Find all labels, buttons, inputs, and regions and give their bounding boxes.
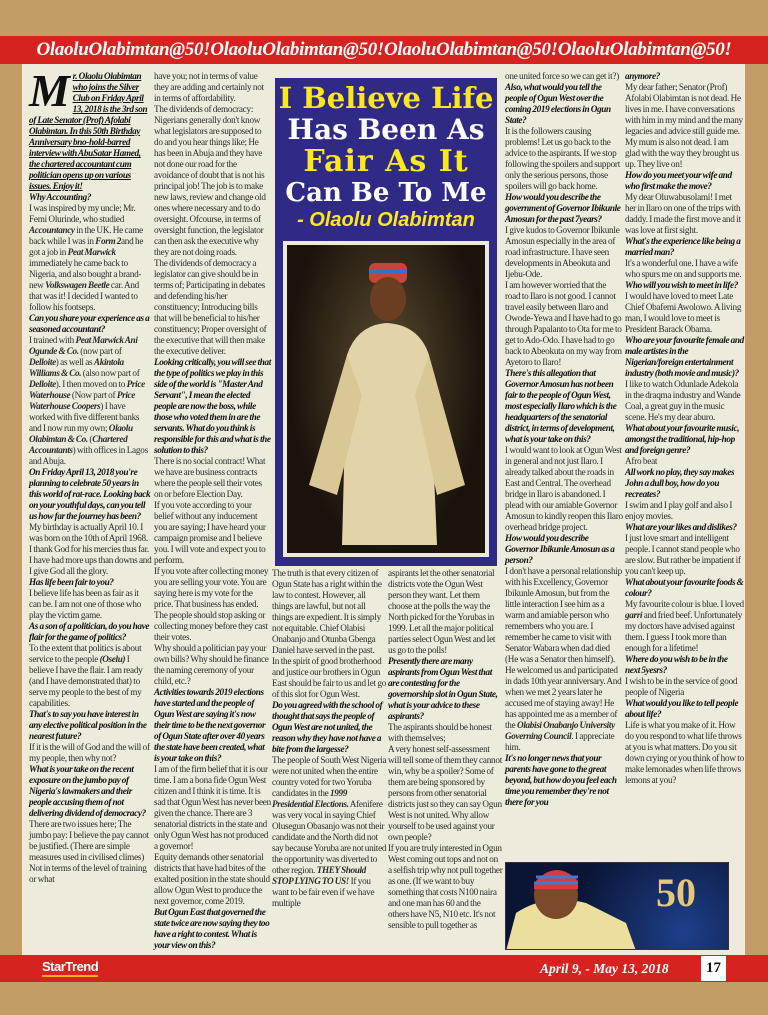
emphasis-text: Chartered Accountants [29, 434, 128, 455]
interview-question: Looking critically, you will see that the type of politics we play in this side of the world is "Master And Servant", I mean the elected people are now the boss, while those who voted them in are the servants. What do you think is responsible for this and what is the solution to this? [154, 357, 271, 455]
article-intro [29, 65, 152, 192]
interview-question: What is your take on the recent exposure on the jumbo pay of Nigeria's lawmakers and their people accusing them of not delivering dividend of democracy? [29, 764, 146, 818]
emphasis-text: Olabisi Onabanjo University Governing Council [505, 720, 615, 741]
answer-text: one united force so we can get it?) [505, 71, 620, 81]
answer-text: My dear father; Senator (Prof) Afolabi Olabimtan is not dead. He lives in me. I have conversations with him in my mind and the many legacies and advice still guide me. My mum is also not dead. I am glad with the way they brought us up. They live on! [625, 82, 743, 169]
interview-question: Also, what would you tell the people of Ogun West over the coming 2019 elections in Ogun State? [505, 82, 611, 125]
interview-answer [388, 568, 503, 656]
article-column-1 [29, 65, 152, 885]
interview-answer [272, 568, 387, 656]
emphasis-text: Form 2 [95, 236, 121, 246]
interview-answer [29, 335, 152, 467]
interview-answer [625, 720, 744, 786]
interview-answer [625, 379, 744, 423]
interview-answer [625, 500, 744, 522]
answer-text: I wish to be in the service of good people of Nigeria [625, 676, 738, 697]
answer-text: It is the followers causing problems! Let us go back to the advice to the aspirants. If we stop following the spoilers and support only the serious persons, those spoilers will go back home. [505, 126, 621, 191]
interview-question: Why Accounting? [29, 192, 92, 202]
answer-text: I swim and I play golf and also I enjoy movies. [625, 500, 733, 521]
interview-question: Who will you wish to meet in life? [625, 280, 738, 290]
fifty-badge: 50 [656, 870, 696, 915]
drop-cap: M [29, 65, 70, 116]
emphasis-text: Peat Marwick [67, 247, 116, 257]
interview-answer [625, 599, 744, 654]
interview-question: Do you agreed with the school of thought that says the people of Ogun West are not united, the reason why they have not have a bite from the largesse? [272, 700, 383, 754]
interview-question: Activities towards 2019 elections have started and the people of Ogun West are saying it's now their time to be the next governor of Ogun State after over 40 years the state have been created, what is your take on this? [154, 687, 266, 763]
interview-answer [154, 764, 271, 852]
answer-text: Life is what you make of it. How do you respond to what life throws at you is what matters. Do you sit down crying or you think of how to make lemonades when life throws lemons at you? [625, 720, 744, 785]
interview-answer [154, 500, 271, 566]
interview-question: That's to say you have interest in any elective political position in the nearest future? [29, 709, 147, 741]
headline-line-3: Fair As It [303, 144, 469, 179]
emphasis-text: Peat Marwick Ani Ogunde & Co. [29, 335, 138, 356]
interview-question: Can you share your experience as a seasoned accountant? [29, 313, 150, 334]
answer-text: ) with offices in Lagos and Abuja. [29, 445, 148, 466]
answer-text: If you vote after collecting money you are selling your vote. You are saying here is my vote for the price. That business has ended. The people should stop asking or collecting money before they cast their votes. [154, 566, 269, 642]
interview-question: There's this allegation that Governor Amosun has not been fair to the people of Ogun West, most especially Ilaro which is the headquarters of the senatorial district, in terms of development, what is your take on this? [505, 368, 617, 444]
answer-text: ) I have worked with five different banks and I now run my own; [29, 401, 140, 433]
answer-text: and fried beef. Unfortunately my doctors have advised against them. I guess I took more than enough for a lifetime! [625, 610, 743, 653]
interview-answer [505, 71, 623, 82]
interview-question: As a son of a politician, do you have flair for the game of politics? [29, 621, 150, 642]
interview-answer [388, 722, 503, 744]
interview-answer [154, 852, 271, 907]
interview-answer [29, 643, 152, 709]
interview-question: How would you describe Governor Ibikunle Amosun as a person? [505, 533, 615, 565]
interview-answer [154, 566, 271, 643]
emphasis-text: Olaolu Olabimtan & Co. [29, 423, 133, 444]
article-column-6 [625, 71, 744, 786]
emphasis-text: Price Waterhouse [29, 379, 145, 400]
answer-text: (now part of [78, 346, 122, 356]
interview-answer [625, 192, 744, 236]
interview-question: Where do you wish to be in the next 5yesrs? [625, 654, 728, 675]
emphasis-text: Price Waterhouse Coopers [29, 390, 135, 411]
answer-text: I just love smart and intelligent people. I cannot stand people who are slow. But rather be impatient if you can't keep up. [625, 533, 741, 576]
interview-question: What about your favourite foods & colour? [625, 577, 744, 598]
interview-answer [625, 533, 744, 577]
article-column-5 [505, 71, 623, 808]
answer-text: immediately he came back to Nigeria, and also bought a brand-new [29, 258, 142, 290]
answer-text: I believe life has been as fair as it can be. I am not one of those who play the victim game. [29, 588, 142, 620]
answer-text: If you want to be fair even if we have multiple [272, 876, 375, 908]
interview-answer [625, 676, 744, 698]
headline-line-2: Has Been As [287, 113, 485, 146]
emphasis-text: THEY Should STOP LYING TO US! [272, 865, 366, 886]
answer-text: There is no social contract! What we have are business contracts where the people sell their votes on or before Election Day. [154, 456, 266, 499]
answer-text: (Now part of [70, 390, 117, 400]
interview-question: anymore? [625, 71, 660, 81]
interview-question: What about your favourite music, amongst the traditional, hip-hop and foreign genre? [625, 423, 740, 455]
interview-question: On Friday April 13, 2018 you're planning to celebrate 50 years in this world of rat-race. Looking back on your youthful days, can you tell us how far the journey has been? [29, 467, 151, 521]
answer-text: and he got a job in [29, 236, 144, 257]
answer-text: It's a wonderful one. I have a wife who spurs me on and supports me. [625, 258, 742, 279]
interview-question: What's the experience like being a married man? [625, 236, 741, 257]
interview-answer [625, 291, 744, 335]
answer-text: . I appreciate him. [505, 731, 615, 752]
interview-answer [154, 71, 271, 104]
headline-line-4: Can Be To Me [285, 178, 487, 208]
interview-answer [272, 656, 387, 700]
interview-answer [29, 742, 152, 764]
interview-answer [29, 522, 152, 577]
answer-text: I would have loved to meet Late Chief Obafemi Awolowo. A living man, I would love to meet is President Barack Obama. [625, 291, 742, 334]
header-banner: OlaoluOlabimtan@50!OlaoluOlabimtan@50!OlaoluOlabimtan@50!OlaoluOlabimtan@50! [0, 36, 768, 64]
answer-text: To the extent that politics is about service to the people [29, 643, 142, 664]
interview-answer [505, 445, 623, 533]
emphasis-text: Akintola Williams & Co. [29, 357, 124, 378]
portrait-figure-icon [287, 245, 485, 553]
answer-text: Why should a politician pay your own bills? Why should he finance the naming ceremony of your child, etc.? [154, 643, 269, 686]
birthday-photo [505, 862, 729, 950]
interview-question: How do you meet your wife and who first make the move? [625, 170, 732, 191]
answer-text: If you are truly interested in Ogun West coming out tops and not on a selfish trip why not pull together as one. (If we want to buy something that costs N100 naira and one man has 60 and the others have N5, N10 etc. It's not sensible to pull together as [388, 843, 503, 930]
emphasis-text: Delloite [29, 379, 56, 389]
interview-answer [29, 819, 152, 885]
answer-text: car. And that was it! I decided I wanted to follow his footseps. [29, 280, 140, 312]
answer-text: In the spirit of good brotherhood and justice our brothers in Ogun East should be fair to us and let go of this slot for Ogun West. [272, 656, 387, 699]
emphasis-text: garri [625, 610, 643, 620]
interview-question: But Ogun East that governed the state twice are now saying they too have a right to contest. What is your view on this? [154, 907, 270, 950]
answer-text: A very honest self-assessment will tell some of them they cannot win, why be a spoiler? Some of them are being sponsored by persons from other senatorial districts just so they can say Ogun West is not united. Why allow yourself to be used against your own people? [388, 744, 503, 842]
interview-answer [154, 258, 271, 357]
answer-text: My birthday is actually April 10. I was born on the 10th of April 1968. I thank God for his mercies thus far. I have had more ups than downs and I give God all the glory. [29, 522, 152, 576]
headline-box [275, 78, 497, 566]
answer-text: I am however worried that the road to Ilaro is not good. I cannot travel easily between Ilaro and Owode-Yewa and I have had to go through Papalanto to Ota for me to get to Ado-Odo. I have had to go back to Abeokuta on my way from Ayetoro to Ilaro! [505, 280, 622, 367]
answer-text: ( [87, 434, 93, 444]
interview-answer [505, 126, 623, 192]
interview-answer [154, 456, 271, 500]
interview-answer [388, 744, 503, 843]
issue-date: April 9, - May 13, 2018 [540, 961, 669, 976]
intro-text: r. Olaolu Olabimtan who joins the Silver Club on Friday April 13, 2018 is the 3rd son of Late Senator (Prof) Afolabi Olabimtan. In this 50th Birthday Anniversary bno-hold-barred interview with AbuSatar Hamed, the chartered accountant cum politician opens up on various issues. Enjoy it! [29, 71, 148, 191]
interview-question: How would you describe the government of Governor Ibikunle Amosun for the past 7years? [505, 192, 621, 224]
startrend-logo: StarTrend [42, 959, 98, 977]
answer-text: have you; not in terms of value they are adding and certainly not in terms of affordability. [154, 71, 264, 103]
article-column-3 [272, 568, 387, 909]
answer-text: ) as well as [55, 357, 94, 367]
interview-answer [154, 104, 271, 258]
interview-answer [505, 280, 623, 368]
answer-text: The aspirants should be honest with themselves; [388, 722, 492, 743]
answer-text: My dear Oluwabusolami! I met her in Ilaro on one of the trips with daddy. I made the first move and it was love at first sight. [625, 192, 741, 235]
answer-text: The dividends of democracy a legislator can give should be in terms of; Participating in debates and defending his/her constituency; Introducing bills that will be beneficial to his/her constituency; Proper oversight of the executive that will then make the executive deliver. [154, 258, 267, 356]
answer-text: There are two issues here; The jumbo pay: I believe the pay cannot be justified. (There are simple measures used in civilised climes) Not in terms of the level of training or what [29, 819, 149, 884]
interview-answer [154, 643, 271, 687]
page-number: 17 [701, 956, 726, 981]
interview-question: Has life been fair to you? [29, 577, 114, 587]
interview-answer [272, 755, 387, 909]
interview-question: It's no longer news that your parents have gone to the great beyond, but how do you feel each time you remember they're not there for you [505, 753, 617, 807]
interview-question: Presently there are many aspirants from Ogun West that are contesting for the governorship slot in Ogun State, what is your advice to these aspirants? [388, 656, 498, 721]
answer-text: I don't have a personal relationship with his Excellency, Governor Ibikunle Amosun, but from the little interaction I see him as a warm and amiable person who remembers who you are. I remember he came to visit with Senator Wabara when dad died (He was a Senator then himself). He welcomed us and participated in dads 10th year anniversary. And when we met 2 years later he accused me of staying away! He has appointed me as a member of the [505, 566, 622, 730]
interview-answer [29, 203, 152, 313]
answer-text: Equity demands other senatorial districts that have had bites of the exalted position in the state should allow Ogun West to produce the next governor, come 2019. [154, 852, 270, 906]
interview-question: What are your likes and dislikes? [625, 522, 737, 532]
interview-answer [505, 566, 623, 753]
answer-text: My favourite colour is blue. I loved [625, 599, 744, 609]
answer-text: aspirants let the other senatorial districts vote the Ogun West person they want. Let them choose at the polls the way the North picked for the Yorubas in 1999. Let all the major political parties select Ogun West and let us go to the polls! [388, 568, 496, 655]
answer-text: I give kudos to Governor Ibikunle Amosun especially in the area of road infrastructure. I have seen developments in Abeokuta and Ijebu-Ode. [505, 225, 620, 279]
article-column-2 [154, 71, 271, 951]
answer-text: The dividends of democracy: Nigerians generally don't know what legislators are supposed to do and you hear things like; He has been in Abuja and they have not done our road for the avoidance of doubt that is not his principal job! The job is to make new laws, review and change old ones where necessary and to do oversight. Ofcourse, in terms of oversight function, the legislator can then ask the executive why they are not doing roads. [154, 104, 266, 257]
interview-question: All work no play, they say makes John a dull boy, how do you recreates? [625, 467, 735, 499]
answer-text: The people of South West Nigeria were not united when the entire country voted for two Yoruba candidates in the [272, 755, 387, 798]
answer-text: If you vote according to your belief without any inducement you are saying; I have heard your campaign promise and I believe you. I will vote and expect you to perform. [154, 500, 266, 565]
interview-answer [625, 456, 744, 467]
answer-text: ). I then moved on to [55, 379, 127, 389]
answer-text: Afro beat [625, 456, 658, 466]
emphasis-text: Accountancy [29, 225, 75, 235]
interview-question: Who are your favourite female and male artistes in the Nigerian/foreign entertainment industry (both movie and music)? [625, 335, 744, 378]
article-column-4 [388, 568, 503, 931]
answer-text: (also now part of [81, 368, 140, 378]
emphasis-text: 1999 Presidential Elections. [272, 788, 349, 809]
interview-answer [29, 588, 152, 621]
emphasis-text: Volkswagen Beetle [45, 280, 110, 290]
headline-line-1: I Believe Life [278, 81, 494, 115]
headline-byline: - Olaolu Olabimtan [297, 209, 475, 231]
interview-answer [625, 258, 744, 280]
answer-text: I believe I have the flair. I am ready (and I have demonstrated that) to serve my people to the best of my capabilities. [29, 654, 143, 708]
answer-text: I would want to look at Ogun West in general and not just Ilaro. I already talked about the roads in East and Central. The overhead bridge in Ilaro is abandoned. I plead with our amiable Governor Amosun to kindly reopen this Ilaro overhead bridge project. [505, 445, 623, 532]
answer-text: I like to watch Odunlade Adekola in the draqma industry and Wande Coal, a great guy in the music scene. He's my dear aburo. [625, 379, 741, 422]
emphasis-text: (Oselu) [99, 654, 126, 664]
interview-question: What would you like to tell people about life? [625, 698, 739, 719]
answer-text: The truth is that every citizen of Ogun State has a right within the law to contest. However, all things are lawful, but not all things are expedient. It is simply not equitable. Chief Olabisi Onabanjo and Otunba Gbenga Daniel have served in the past. [272, 568, 382, 655]
portrait-photo [283, 241, 489, 557]
answer-text: I was inspired by my uncle; Mr. Femi Olurinde, who studied [29, 203, 136, 224]
answer-text: I am of the firm belief that it is our time. I am a bona fide Ogun West citizen and I think it is time. It is sad that Ogun West has never been given the chance. There are 3 senatorial districts in the state and only Ogun West has not produced a governor! [154, 764, 271, 851]
interview-answer [388, 843, 503, 931]
answer-text: I trained with [29, 335, 76, 345]
interview-answer [505, 225, 623, 280]
answer-text: Afenifere was very vocal in saying Chief Olusegun Obasanjo was not their candidate and the North did not say because Yoruba are not united the opportunity was diverted to other region. [272, 799, 387, 875]
answer-text: If it is the will of God and the will of my people, then why not? [29, 742, 150, 763]
answer-text: in the UK. He came back while I was in [29, 225, 143, 246]
emphasis-text: Delloite [29, 357, 56, 367]
interview-answer [625, 82, 744, 170]
